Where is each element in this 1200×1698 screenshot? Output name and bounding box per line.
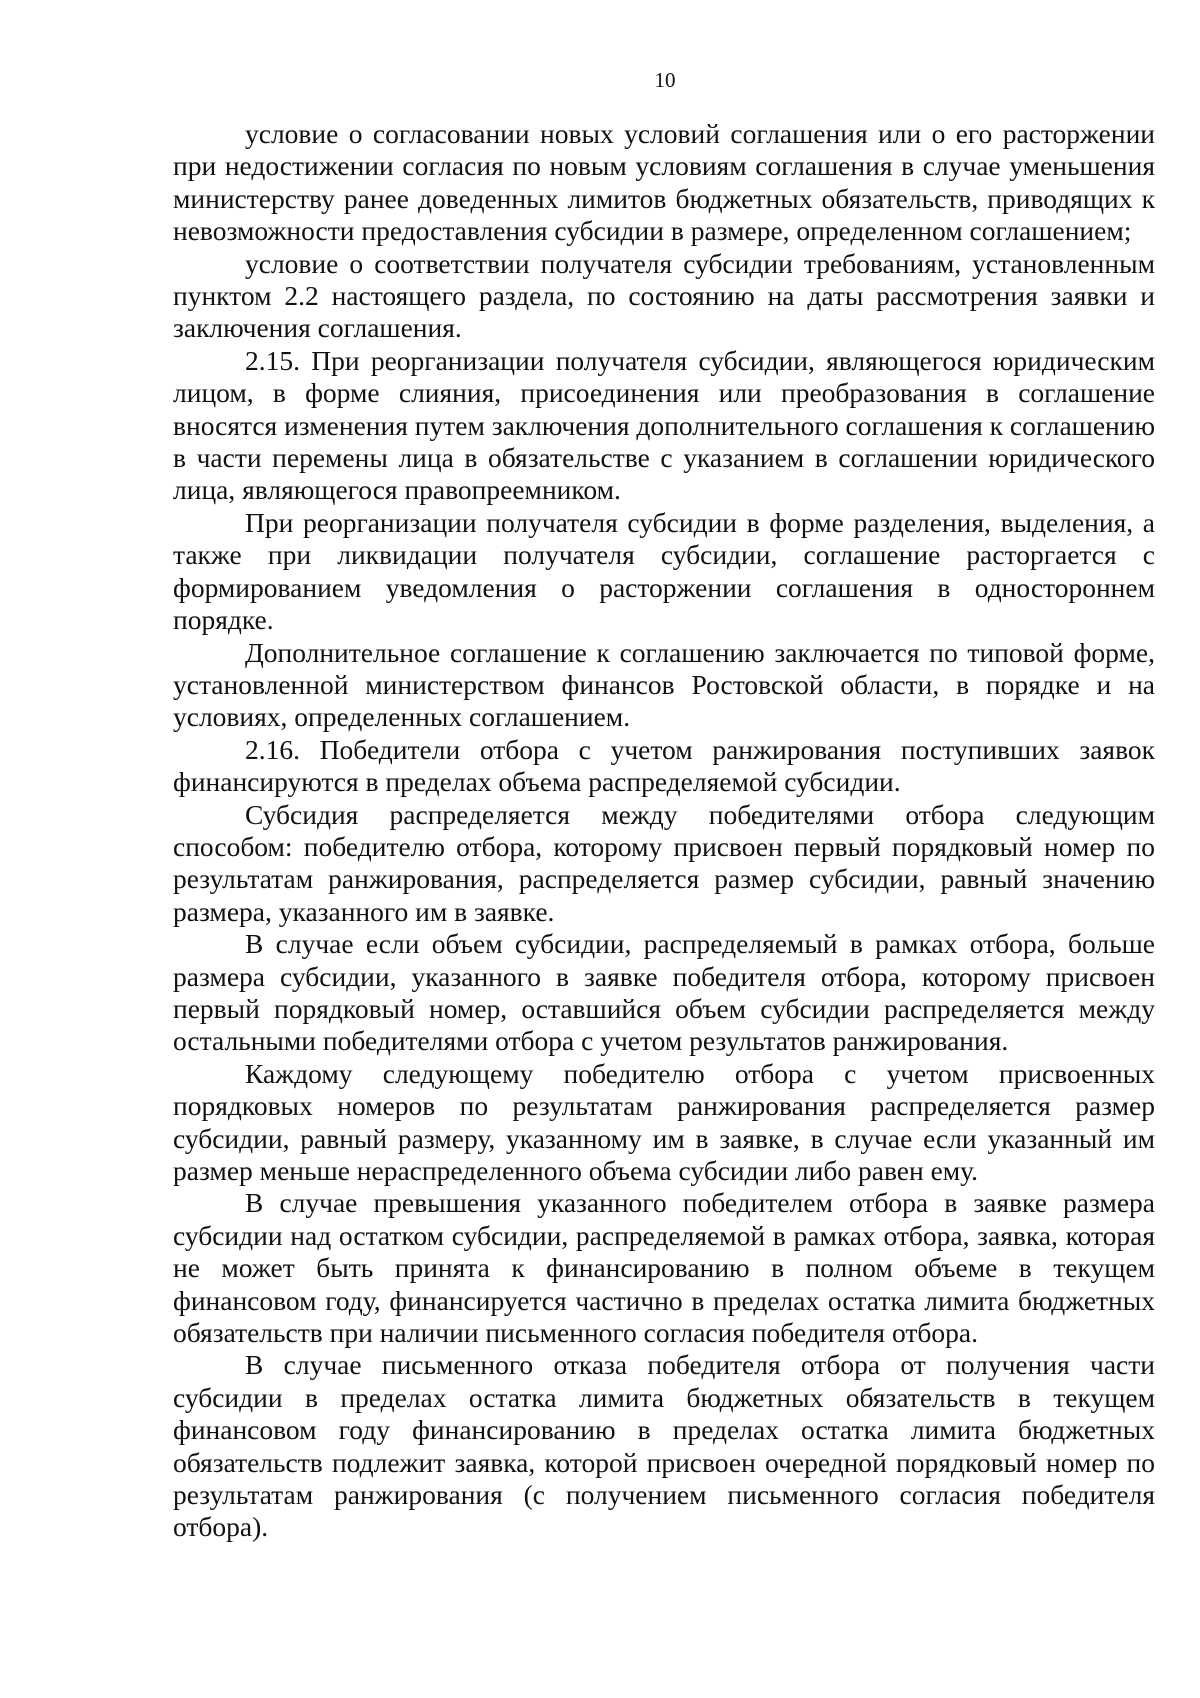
- paragraph-condition-compliance: условие о соответствии получателя субсидии требованиям, установленным пунктом 2.2 настоящего раздела, по состоянию на даты рассмотрения заявки и заключения соглашения.: [173, 247, 1155, 344]
- paragraph-clause-2-15: 2.15. При реорганизации получателя субсидии, являющегося юридическим лицом, в форме слияния, присоединения или преобразования в соглашение вносятся изменения путем заключения дополнительного соглашения к соглашению в части перемены лица в обязательстве с указанием в соглашении юридического лица, являющегося правопреемником.: [173, 344, 1156, 506]
- paragraph-written-refusal: В случае письменного отказа победителя отбора от получения части субсидии в пределах остатка лимита бюджетных обязательств в текущем финансовом году финансированию в пределах остатка лимита бюджетных обязательств подлежит заявка, которой присвоен очередной порядковый номер по результатам ранжирования (с получением письменного согласия победителя отбора).: [173, 1349, 1155, 1543]
- paragraph-additional-agreement: Дополнительное соглашение к соглашению заключается по типовой форме, установленной министерством финансов Ростовской области, в порядке и на условиях, определенных соглашением.: [173, 636, 1155, 733]
- paragraph-reorganization-termination: При реорганизации получателя субсидии в форме разделения, выделения, а также при ликвидации получателя субсидии, соглашение расторгается с формированием уведомления о расторжении соглашения в одностороннем порядке.: [173, 506, 1155, 636]
- paragraph-remaining-volume: В случае если объем субсидии, распределяемый в рамках отбора, больше размера субсидии, указанного в заявке победителя отбора, которому присвоен первый порядковый номер, оставшийся объем субсидии распределяется между остальными победителями отбора с учетом результатов ранжирования.: [173, 928, 1155, 1057]
- document-body: [173, 118, 1155, 1544]
- page-number: 10: [654, 68, 676, 92]
- paragraph-distribution-method: Субсидия распределяется между победителями отбора следующим способом: победителю отбора, которому присвоен первый порядковый номер по результатам ранжирования, распределяется размер субсидии, равный значению размера, указанного им в заявке.: [173, 798, 1155, 927]
- paragraph-clause-2-16: 2.16. Победители отбора с учетом ранжирования поступивших заявок финансируются в пределах объема распределяемой субсидии.: [173, 733, 1155, 798]
- paragraph-each-next-winner: Каждому следующему победителю отбора с учетом присвоенных порядковых номеров по результатам ранжирования распределяется размер субсидии, равный размеру, указанному им в заявке, в случае если указанный им размер меньше нераспределенного объема субсидии либо равен ему.: [173, 1057, 1155, 1186]
- paragraph-condition-new-terms: условие о согласовании новых условий соглашения или о его расторжении при недостижении согласия по новым условиям соглашения в случае уменьшения министерству ранее доведенных лимитов бюджетных обязательств, приводящих к невозможности предоставления субсидии в размере, определенном соглашением;: [173, 118, 1155, 247]
- paragraph-excess-request: В случае превышения указанного победителем отбора в заявке размера субсидии над остатком субсидии, распределяемой в рамках отбора, заявка, которая не может быть принята к финансированию в полном объеме в текущем финансовом году, финансируется частично в пределах остатка лимита бюджетных обязательств при наличии письменного согласия победителя отбора.: [173, 1187, 1155, 1349]
